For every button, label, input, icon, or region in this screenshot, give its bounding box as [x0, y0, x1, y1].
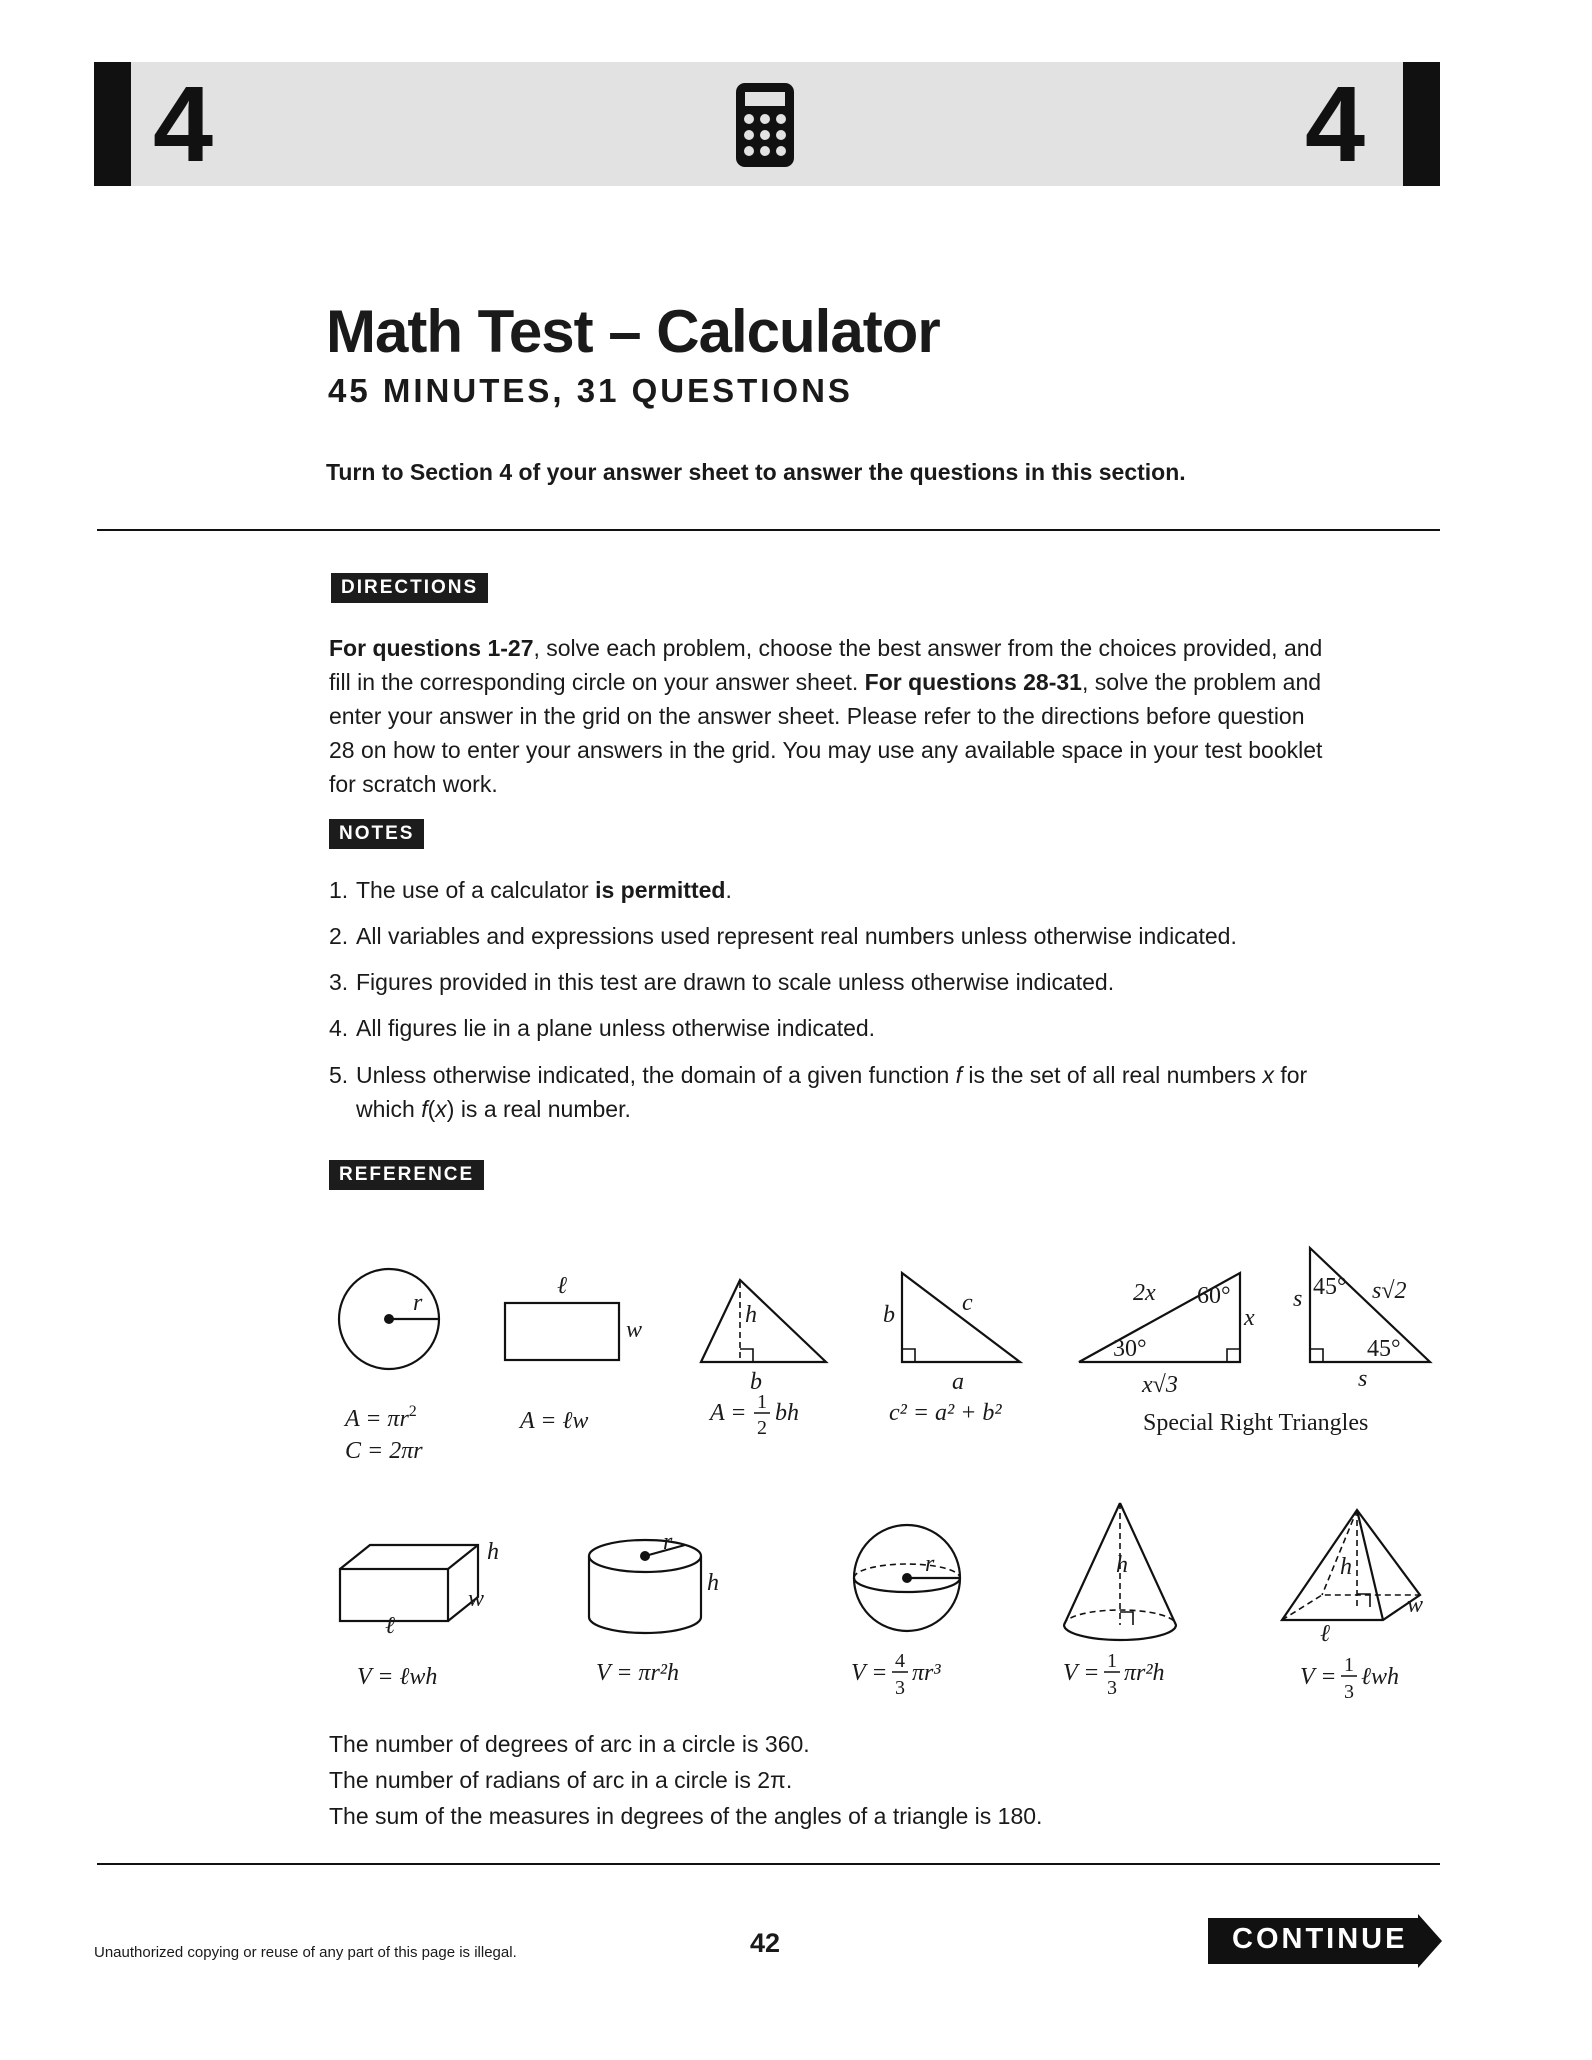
- box-volume-formula: V = ℓwh: [357, 1664, 438, 1690]
- fact-degrees: The number of degrees of arc in a circle is 360.: [329, 1731, 810, 1757]
- section-number-left: 4: [153, 63, 214, 184]
- reference-tag: REFERENCE: [329, 1160, 484, 1190]
- answer-sheet-instruction: Turn to Section 4 of your answer sheet to answer the questions in this section.: [326, 459, 1186, 485]
- cone-volume-numerator: 1: [1107, 1650, 1117, 1672]
- fact-radians: The number of radians of arc in a circle is 2π.: [329, 1767, 793, 1793]
- circle-area-formula: $A = \pi r^2$: [345, 1403, 417, 1432]
- continue-label: CONTINUE: [1232, 1923, 1408, 1955]
- sphere-volume-numerator: 4: [895, 1650, 905, 1672]
- continue-button[interactable]: [1208, 1914, 1442, 1968]
- triangle-area-numerator: 1: [757, 1391, 767, 1413]
- triangle-60-label: 60°: [1197, 1283, 1231, 1309]
- section-number-right: 4: [1305, 63, 1366, 184]
- note-var-f: f: [955, 1062, 963, 1088]
- cone-volume-formula-pre: V =: [1063, 1660, 1100, 1686]
- note-item-4: [329, 1011, 1389, 1045]
- rectangle-width-label: w: [626, 1317, 643, 1343]
- cylinder-volume-formula: V = πr²h: [596, 1660, 679, 1686]
- triangle-area-denominator: 2: [757, 1417, 767, 1439]
- reference-figures: [0, 1200, 1592, 1720]
- rectangle-length-label: ℓ: [557, 1273, 567, 1299]
- page-subtitle: 45 MINUTES, 31 QUESTIONS: [328, 372, 853, 409]
- cone-height-label: h: [1116, 1552, 1128, 1578]
- note-number: 3.: [329, 969, 349, 995]
- bottom-divider: [97, 1863, 1440, 1865]
- triangle-45-right-label: 45°: [1367, 1336, 1401, 1362]
- calculator-icon: [735, 82, 795, 168]
- triangle-figure: [701, 1280, 826, 1362]
- triangle-30-label: 30°: [1113, 1336, 1147, 1362]
- note-item-5: [329, 1058, 1389, 1126]
- note-text: Figures provided in this test are drawn to scale unless otherwise indicated.: [356, 969, 1115, 995]
- box-length-label: ℓ: [385, 1613, 395, 1639]
- right-triangle-c-label: c: [962, 1290, 973, 1316]
- cone-volume-denominator: 3: [1107, 1677, 1117, 1699]
- right-triangle-a-label: a: [952, 1369, 964, 1395]
- directions-text: [329, 631, 1329, 801]
- cylinder-height-label: h: [707, 1570, 719, 1596]
- note-item-2: [329, 919, 1389, 953]
- sphere-volume-denominator: 3: [895, 1677, 905, 1699]
- circumference-formula: C = 2πr: [345, 1438, 423, 1464]
- pyramid-width-label: w: [1407, 1592, 1424, 1618]
- directions-bold-1: For questions 1-27: [329, 635, 534, 661]
- note-continuation: which f(x) is a real number.: [356, 1096, 631, 1122]
- note-bold: is permitted: [595, 877, 726, 903]
- triangle-x-label: x: [1244, 1305, 1255, 1331]
- rectangle-figure: [505, 1303, 619, 1360]
- note-number: 2.: [329, 923, 349, 949]
- note-item-1: [329, 873, 1389, 907]
- right-triangle-figure: [902, 1273, 1020, 1362]
- top-divider: [97, 529, 1440, 531]
- fact-triangle-sum: The sum of the measures in degrees of the angles of a triangle is 180.: [329, 1803, 1043, 1829]
- pyramid-volume-formula-pre: V =: [1300, 1664, 1337, 1690]
- pyramid-volume-formula-post: ℓwh: [1361, 1664, 1400, 1690]
- directions-bold-2: For questions 28-31: [864, 669, 1082, 695]
- page-number: 42: [750, 1928, 781, 1958]
- pyramid-length-label: ℓ: [1320, 1621, 1330, 1647]
- pyramid-height-label: h: [1340, 1554, 1352, 1580]
- note-text: All figures lie in a plane unless otherwise indicated.: [356, 1015, 876, 1041]
- sphere-radius-label: r: [925, 1551, 935, 1577]
- triangle-s-bottom-label: s: [1358, 1366, 1368, 1392]
- triangle-base-label: b: [750, 1369, 762, 1395]
- right-triangle-b-label: b: [883, 1302, 895, 1328]
- cone-volume-formula-post: πr²h: [1124, 1660, 1165, 1686]
- copyright-notice: Unauthorized copying or reuse of any part of this page is illegal.: [94, 1944, 517, 1961]
- note-text: The use of a calculator: [356, 877, 596, 903]
- note-text: for: [1273, 1062, 1308, 1088]
- triangle-height-label: h: [745, 1302, 757, 1328]
- sphere-volume-formula-pre: V =: [851, 1660, 888, 1686]
- note-text: All variables and expressions used represent real numbers unless otherwise indicated.: [356, 923, 1237, 949]
- rectangle-area-formula: A = ℓw: [520, 1408, 589, 1434]
- note-text: Unless otherwise indicated, the domain of a given function: [356, 1062, 956, 1088]
- pythagorean-formula: c² = a² + b²: [889, 1400, 1002, 1426]
- directions-tag: DIRECTIONS: [331, 573, 488, 603]
- triangle-area-formula-post: bh: [775, 1400, 799, 1426]
- circle-radius-label: r: [413, 1290, 423, 1316]
- note-text-end: .: [725, 877, 732, 903]
- note-var-x: x: [1262, 1062, 1274, 1088]
- reference-facts: [329, 1726, 1042, 1834]
- note-number: 1.: [329, 877, 349, 903]
- note-number: 4.: [329, 1015, 349, 1041]
- special-right-triangles-label: Special Right Triangles: [1143, 1410, 1369, 1436]
- triangle-x-root3-label: x√3: [1142, 1372, 1178, 1398]
- pyramid-volume-numerator: 1: [1344, 1654, 1354, 1676]
- page-title: Math Test – Calculator: [326, 298, 940, 365]
- notes-tag: NOTES: [329, 819, 424, 849]
- sphere-volume-formula-post: πr³: [912, 1660, 941, 1686]
- note-text: is the set of all real numbers: [962, 1062, 1263, 1088]
- cylinder-radius-label: r: [663, 1529, 673, 1555]
- left-section-bar: [94, 62, 131, 186]
- triangle-45-top-label: 45°: [1313, 1274, 1347, 1300]
- pyramid-volume-denominator: 3: [1344, 1681, 1354, 1703]
- directions-text-1: , solve each problem, choose the best answer from the choices provided, and fill in the corresponding circle on your answer sheet.: [329, 635, 1323, 695]
- triangle-s-left-label: s: [1293, 1286, 1303, 1312]
- triangle-area-formula-pre: A =: [710, 1400, 747, 1426]
- box-height-label: h: [487, 1539, 499, 1565]
- directions-text-2: , solve the problem and enter your answer in the grid on the answer sheet. Please refer to the directions before question 28 on how to enter your answers in the grid. You may use any available space in your test booklet for scratch work.: [329, 669, 1323, 797]
- triangle-hypotenuse-label: s√2: [1372, 1278, 1407, 1304]
- note-number: 5.: [329, 1062, 349, 1088]
- note-item-3: [329, 965, 1389, 999]
- right-section-bar: [1403, 62, 1440, 186]
- triangle-2x-label: 2x: [1133, 1280, 1156, 1306]
- box-width-label: w: [468, 1586, 485, 1612]
